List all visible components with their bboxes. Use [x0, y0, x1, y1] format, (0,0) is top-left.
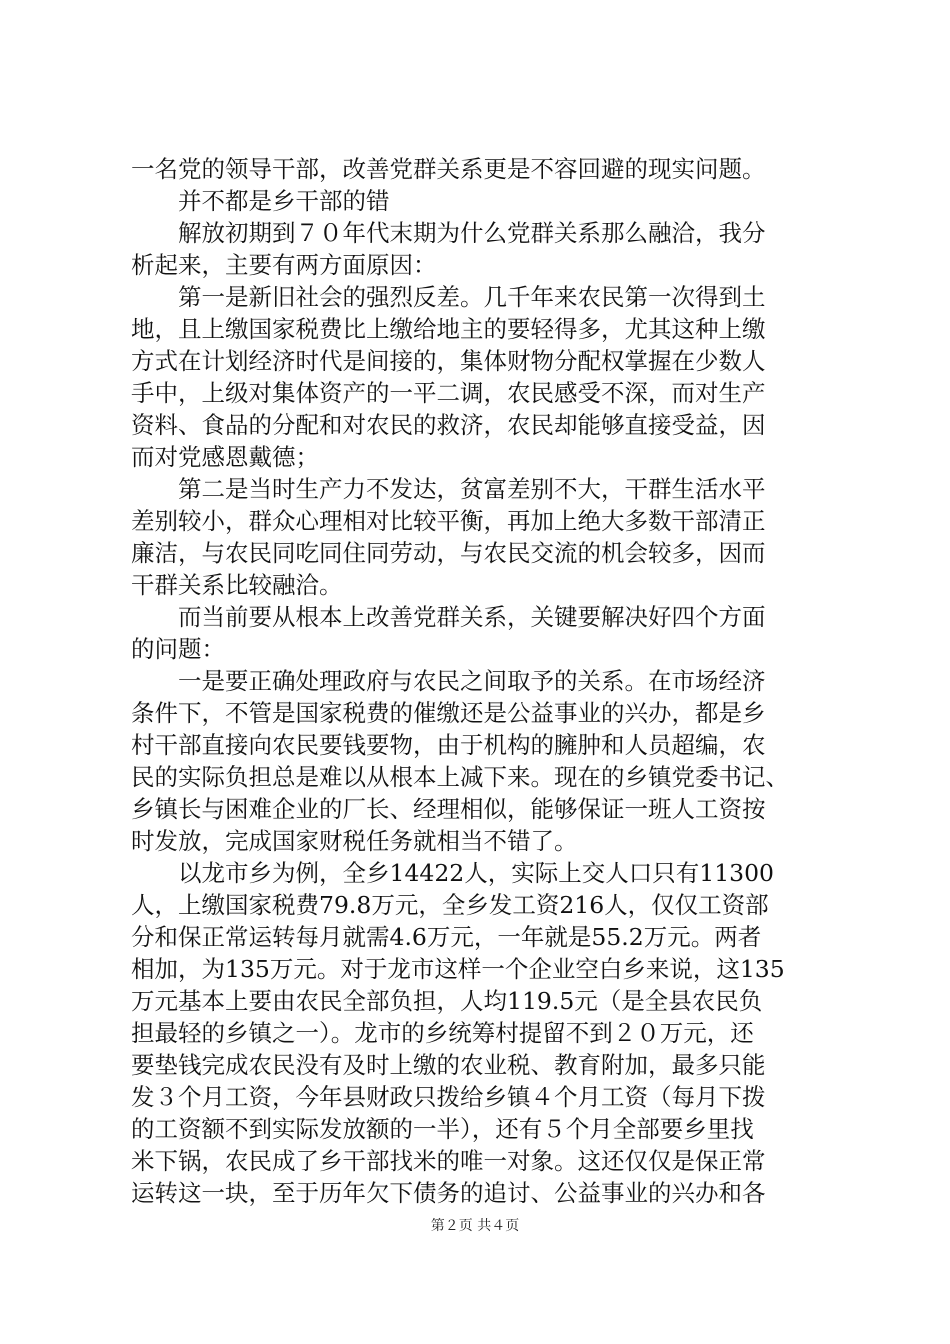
text-line: 相加，为135万元。对于龙市这样一个企业空白乡来说，这135 [131, 955, 785, 983]
text-line: 以龙市乡为例，全乡14422人，实际上交人口只有11300 [131, 859, 775, 887]
text-line: 第二是当时生产力不发达，贫富差别不大，干群生活水平 [131, 475, 766, 503]
text-line: 差别较小，群众心理相对比较平衡，再加上绝大多数干部清正 [131, 507, 766, 535]
text-line: 的问题： [131, 635, 225, 663]
text-line: 担最轻的乡镇之一）。龙市的乡统筹村提留不到２０万元，还 [131, 1019, 754, 1047]
text-line: 第一是新旧社会的强烈反差。几千年来农民第一次得到土 [131, 283, 766, 311]
page-number-footer: 第２页 共４页 [430, 1218, 520, 1234]
text-line: 干群关系比较融洽。 [131, 571, 343, 599]
text-line: 资料、食品的分配和对农民的救济，农民却能够直接受益，因 [131, 411, 766, 439]
text-line: 村干部直接向农民要钱要物，由于机构的臃肿和人员超编，农 [131, 731, 766, 759]
text-line: 手中，上级对集体资产的一平二调，农民感受不深，而对生产 [131, 379, 766, 407]
text-line: 方式在计划经济时代是间接的，集体财物分配权掌握在少数人 [131, 347, 766, 375]
text-line: 条件下，不管是国家税费的催缴还是公益事业的兴办，都是乡 [131, 699, 766, 727]
text-line: 的工资额不到实际发放额的一半），还有５个月全部要乡里找 [131, 1115, 754, 1143]
text-line: 运转这一块，至于历年欠下债务的追讨、公益事业的兴办和各 [131, 1179, 766, 1207]
text-line: 乡镇长与困难企业的厂长、经理相似，能够保证一班人工资按 [131, 795, 766, 823]
text-line: 一是要正确处理政府与农民之间取予的关系。在市场经济 [131, 667, 766, 695]
text-line: 时发放，完成国家财税任务就相当不错了。 [131, 827, 578, 855]
text-line: 而对党感恩戴德； [131, 443, 319, 471]
text-line: 民的实际负担总是难以从根本上减下来。现在的乡镇党委书记、 [131, 763, 789, 791]
text-line: 而当前要从根本上改善党群关系，关键要解决好四个方面 [131, 603, 766, 631]
text-line: 米下锅，农民成了乡干部找米的唯一对象。这还仅仅是保正常 [131, 1147, 766, 1175]
text-line: 万元基本上要由农民全部负担，人均119.5元（是全县农民负 [131, 987, 763, 1015]
text-line: 人，上缴国家税费79.8万元，全乡发工资216人，仅仅工资部 [131, 891, 769, 919]
text-line: 解放初期到７０年代末期为什么党群关系那么融洽，我分 [131, 219, 766, 247]
document-body [131, 153, 831, 1209]
text-line: 廉洁，与农民同吃同住同劳动，与农民交流的机会较多，因而 [131, 539, 766, 567]
text-line: 析起来，主要有两方面原因： [131, 251, 437, 279]
text-line: 分和保正常运转每月就需4.6万元，一年就是55.2万元。两者 [131, 923, 762, 951]
text-line: 要垫钱完成农民没有及时上缴的农业税、教育附加，最多只能 [131, 1051, 766, 1079]
text-line: 发３个月工资，今年县财政只拨给乡镇４个月工资（每月下拨 [131, 1083, 766, 1111]
section-heading: 并不都是乡干部的错 [131, 187, 390, 215]
text-line: 地，且上缴国家税费比上缴给地主的要轻得多，尤其这种上缴 [131, 315, 766, 343]
text-line: 一名党的领导干部，改善党群关系更是不容回避的现实问题。 [131, 155, 766, 183]
